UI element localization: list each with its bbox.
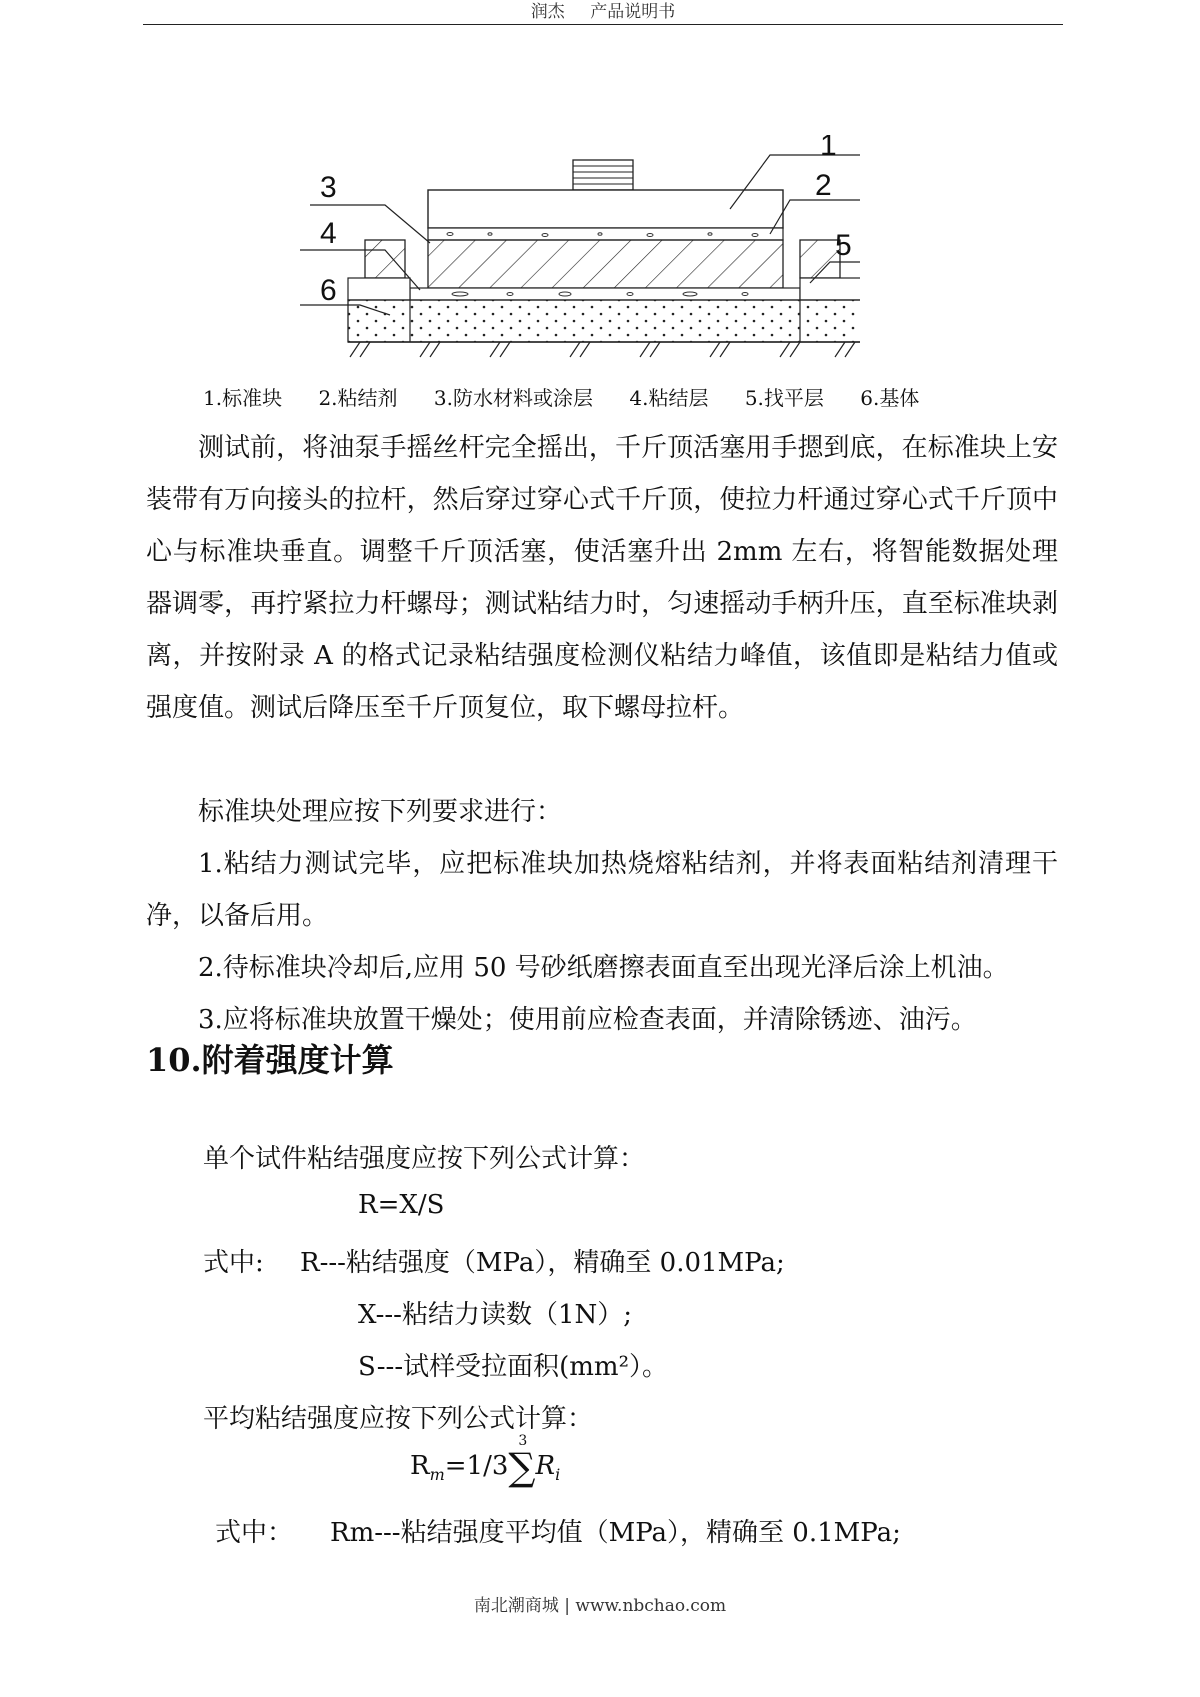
- header-company: 润杰: [530, 2, 565, 22]
- formula-single: R=X/S: [358, 1190, 445, 1220]
- figure-label-5: 5: [835, 229, 852, 262]
- caption-item: 1.标准块: [203, 386, 283, 410]
- header-doc: 产品说明书: [590, 2, 676, 22]
- section-heading: 10.附着强度计算: [146, 1041, 394, 1079]
- treatment-item-2: 2.待标准块冷却后,应用 50 号砂纸磨擦表面直至出现光泽后涂上机油。: [198, 953, 1009, 983]
- formula-r: R: [410, 1451, 430, 1481]
- r-definition: R---粘结强度（MPa），精确至 0.01MPa;: [300, 1248, 785, 1278]
- avg-intro: 平均粘结强度应按下列公式计算：: [203, 1404, 594, 1434]
- calc-intro: 单个试件粘结强度应按下列公式计算：: [203, 1144, 646, 1174]
- adhesive-layer: [428, 228, 783, 240]
- caption-item: 5.找平层: [744, 386, 824, 410]
- treatment-item-3: 3.应将标准块放置干燥处；使用前应检查表面，并清除锈迹、油污。: [198, 1005, 977, 1035]
- formula-sub-i: i: [555, 1465, 561, 1485]
- sigma-symbol: ∑ 3: [508, 1433, 536, 1489]
- formula-coef: =1/3: [444, 1451, 509, 1481]
- figure-label-4: 4: [320, 217, 337, 250]
- pull-head: [573, 160, 633, 190]
- where-label-2: 式中：: [215, 1518, 294, 1548]
- figure-label-6: 6: [320, 274, 337, 307]
- caption-item: 2.粘结剂: [318, 386, 398, 410]
- formula-ri: R: [535, 1451, 556, 1481]
- caption-item: 3.防水材料或涂层: [433, 386, 593, 410]
- caption-item: 4.粘结层: [629, 386, 709, 410]
- waterproof-layer: [428, 240, 783, 288]
- block-treatment-intro: 标准块处理应按下列要求进行：: [198, 797, 563, 827]
- formula-average: [410, 1433, 561, 1489]
- figure-caption: [203, 382, 949, 411]
- rm-definition: Rm---粘结强度平均值（MPa），精确至 0.1MPa;: [330, 1518, 901, 1548]
- treatment-item-1: 1.粘结力测试完毕，应把标准块加热烧熔粘结剂，并将表面粘结剂清理干净，以备后用。: [146, 849, 1058, 931]
- page-footer: 南北潮商城 | www.nbchao.com: [473, 1596, 727, 1616]
- substrate: [348, 300, 860, 342]
- figure-label-2: 2: [815, 169, 832, 202]
- x-definition: X---粘结力读数（1N）;: [358, 1300, 632, 1330]
- sigma-upper: 3: [518, 1433, 528, 1449]
- formula-sub-m: m: [429, 1465, 445, 1485]
- test-procedure-paragraph: 测试前，将油泵手摇丝杆完全摇出，千斤顶活塞用手摁到底，在标准块上安装带有万向接头的拉杆，然后穿过穿心式千斤顶，使拉力杆通过穿心式千斤顶中心与标准块垂直。调整千斤顶活塞，使活塞升出 2mm 左右，将智能数据处理器调零，再拧紧拉力杆螺母；测试粘结力时，匀速摇动手柄升压，直至标准块剥离，并按附录 A 的格式记录粘结强度检测仪粘结力峰值，该值即是粘结力值或强度值。测试后降压至千斤顶复位，取下螺母拉杆。: [146, 433, 1058, 723]
- caption-item: 6.基体: [860, 386, 920, 410]
- standard-block: [428, 190, 783, 228]
- figure-label-3: 3: [320, 171, 337, 204]
- s-definition: S---试样受拉面积(mm²）。: [358, 1352, 668, 1382]
- where-label: 式中:: [203, 1248, 264, 1278]
- page-header: [143, 0, 1063, 25]
- bond-test-diagram: [300, 135, 860, 360]
- figure-label-1: 1: [820, 135, 837, 162]
